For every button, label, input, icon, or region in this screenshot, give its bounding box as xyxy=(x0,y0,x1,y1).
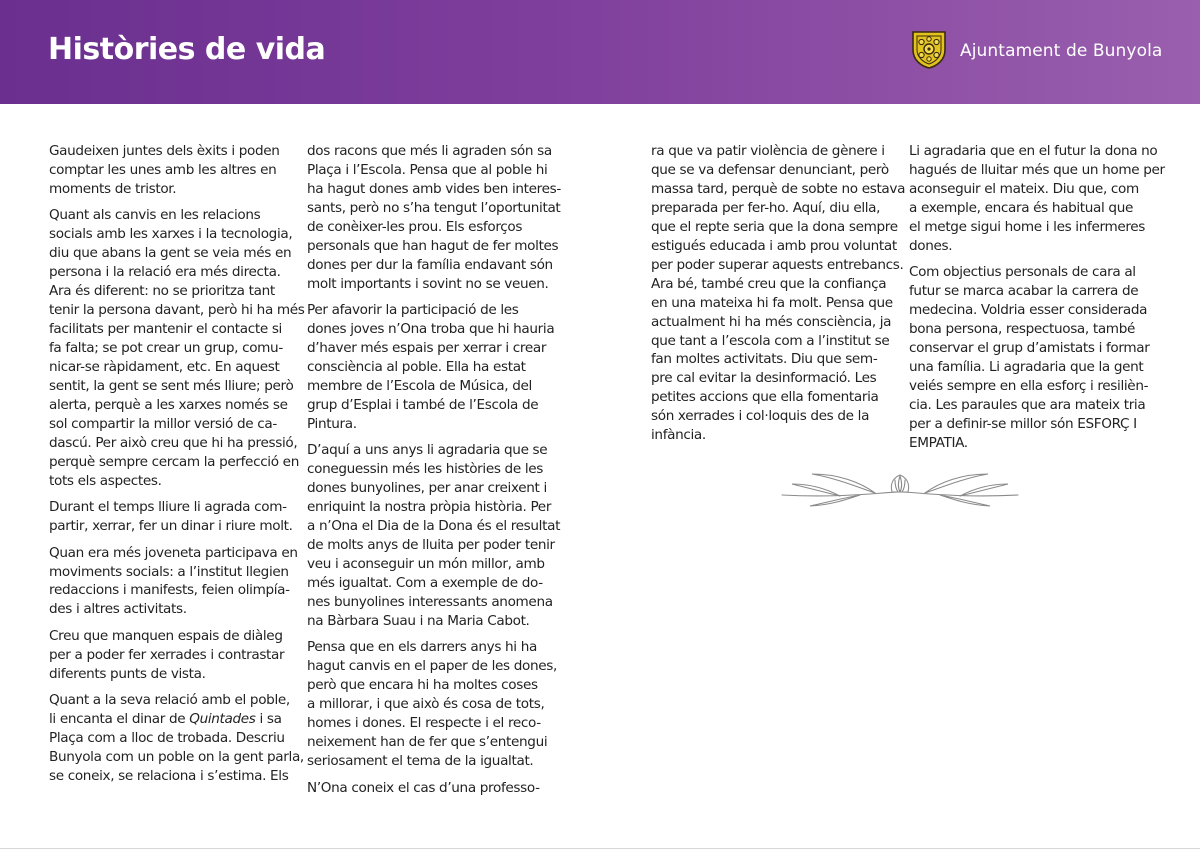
text-line: dos racons que més li agraden són sa xyxy=(307,143,552,159)
text-line: neixement han de fer que s’entengui xyxy=(307,734,548,751)
paragraph xyxy=(307,779,561,798)
text-line: que se va defensar denunciant, però xyxy=(651,161,889,178)
text-line: futur se marca acabar la carrera de xyxy=(909,283,1139,300)
text-line: veiés sempre en ella esforç i resilièn- xyxy=(909,377,1149,394)
text-line: que el repte seria que la dona sempre xyxy=(651,218,898,235)
text-line: na Bàrbara Suau i na Maria Cabot. xyxy=(307,612,530,629)
text-line: diferents punts de vista. xyxy=(49,665,206,682)
text-line: comptar les unes amb les altres en xyxy=(49,161,277,178)
text-line: Pintura. xyxy=(307,415,357,432)
text-line: en una mateixa hi fa molt. Pensa que xyxy=(651,294,893,311)
text-line: conservar el grup d’amistats i formar xyxy=(909,340,1150,357)
text-line: Quan era més joveneta participava en xyxy=(49,544,298,561)
text-column-3 xyxy=(651,142,905,453)
text-line: grup d’Esplai i també de l’Escola de xyxy=(307,396,539,413)
text-line: tots els aspectes. xyxy=(49,472,162,489)
municipality-brand[interactable] xyxy=(908,30,1162,72)
text-line: dascú. Per això creu que hi ha pressió, xyxy=(49,434,298,451)
paragraph xyxy=(49,142,305,199)
text-line: pre cal evitar la desinformació. Les xyxy=(651,370,877,387)
text-line: són xerrades i col·loquis des de la xyxy=(651,408,870,425)
text-line: nes bunyolines interessants anomena xyxy=(307,593,553,610)
text-line: Li agradaria que en el futur la dona no xyxy=(909,143,1158,159)
text-line: per poder superar aquests entrebancs. xyxy=(651,256,904,273)
text-line: preparada per fer-ho. Aquí, diu ella, xyxy=(651,199,881,216)
text-line: hagut canvis en el paper de les dones, xyxy=(307,658,557,675)
paragraph xyxy=(49,544,305,620)
text-line: enriquint la nostra pròpia història. Per xyxy=(307,499,552,516)
text-line: però que encara hi ha moltes coses xyxy=(307,677,538,694)
text-line: des i altres activitats. xyxy=(49,601,187,618)
text-line: Per afavorir la participació de les xyxy=(307,302,519,319)
paragraph xyxy=(49,627,305,684)
text-line: alerta, perquè a les xarxes només se xyxy=(49,396,288,413)
text-line: Plaça com a lloc de trobada. Descriu xyxy=(49,730,285,747)
text-line: Ara és diferent: no se prioritza tant xyxy=(49,283,275,300)
text-line: cia. Les paraules que ara mateix tria xyxy=(909,396,1146,413)
text-line: infància. xyxy=(651,427,706,444)
text-line: d’haver més espais per xerrar i crear xyxy=(307,340,547,357)
text-line: personals que han hagut de fer moltes xyxy=(307,237,559,254)
text-line: veu i aconseguir un món millor, amb xyxy=(307,556,545,573)
text-line: de molts anys de lluita per poder tenir xyxy=(307,537,555,554)
text-line: de conèixer-les prou. Els esforços xyxy=(307,218,523,235)
text-line: se coneix, se relaciona i s’estima. Els xyxy=(49,768,289,785)
text-line: medecina. Voldria esser considerada xyxy=(909,302,1148,319)
text-line: a exemple, encara és habitual que xyxy=(909,199,1133,216)
text-line: per a definir-se millor són ESFORÇ I xyxy=(909,415,1137,432)
text-line: partir, xerrar, fer un dinar i riure molt. xyxy=(49,518,293,535)
floral-divider-icon xyxy=(780,468,1020,508)
text-line: una família. Li agradaria que la gent xyxy=(909,358,1144,375)
text-line: moments de tristor. xyxy=(49,180,177,197)
text-line: perquè sempre cercam la perfecció en xyxy=(49,453,299,470)
text-line: moviments socials: a l’institut llegien xyxy=(49,563,289,580)
municipality-name: Ajuntament de Bunyola xyxy=(960,41,1163,61)
text-line: molt importants i sovint no se veuen. xyxy=(307,275,549,292)
text-line: redaccions i manifests, feien olimpía- xyxy=(49,582,290,599)
text-column-1 xyxy=(49,142,305,794)
paragraph xyxy=(49,498,305,536)
text-line: el metge sigui home i les infermeres xyxy=(909,218,1146,235)
text-line: sentit, la gent se sent més lliure; però xyxy=(49,377,294,394)
text-line: Ara bé, també creu que la confiança xyxy=(651,275,887,292)
text-line: membre de l’Escola de Música, del xyxy=(307,377,532,394)
paragraph xyxy=(307,441,561,631)
text-line: per a poder fer xerrades i contrastar xyxy=(49,646,285,663)
paragraph xyxy=(49,691,305,786)
text-line: hagués de lluitar més que un home per xyxy=(909,161,1165,178)
page-title: Històries de vida xyxy=(48,32,326,67)
text-line: N’Ona coneix el cas d’una professo- xyxy=(307,779,540,796)
text-line: seriosament el tema de la igualtat. xyxy=(307,753,534,770)
text-line: homes i dones. El respecte i el reco- xyxy=(307,715,541,732)
header-bar xyxy=(0,0,1200,104)
text-line: sants, però no s’ha tengut l’oportunitat xyxy=(307,199,561,216)
text-line: sol compartir la millor versió de ca- xyxy=(49,415,277,432)
text-line: a n’Ona el Dia de la Dona és el resultat xyxy=(307,518,561,535)
paragraph xyxy=(49,206,305,490)
text-line: fan moltes activitats. Diu que sem- xyxy=(651,351,878,368)
text-line: actualment hi ha més consciència, ja xyxy=(651,313,892,330)
text-line: dones. xyxy=(909,237,953,254)
paragraph xyxy=(307,638,561,771)
text-line: més igualtat. Com a exemple de do- xyxy=(307,574,543,591)
text-column-4 xyxy=(909,142,1165,460)
text-line: diu que abans la gent se veia més en xyxy=(49,245,292,262)
paragraph xyxy=(651,142,905,445)
text-line: dones joves n’Ona troba que hi hauria xyxy=(307,321,555,338)
text-line: consciència al poble. Ella ha estat xyxy=(307,358,526,375)
text-line: dones per dur la família endavant són xyxy=(307,256,553,273)
text-line: dones bunyolines, per anar creixent i xyxy=(307,480,547,497)
festival-name: Quintades xyxy=(189,711,256,728)
paragraph xyxy=(909,142,1165,256)
text-line: Durant el temps lliure li agrada com- xyxy=(49,499,287,516)
paragraph xyxy=(909,263,1165,453)
coat-of-arms-icon xyxy=(908,28,950,75)
text-line: facilitats per mantenir el contacte si xyxy=(49,321,282,338)
text-line: a millorar, i que això és cosa de tots, xyxy=(307,696,545,713)
text-line: petites accions que ella fomentaria xyxy=(651,389,879,406)
text-line: ha hagut dones amb vides ben interes- xyxy=(307,180,561,197)
text-line: aconseguir el mateix. Diu que, com xyxy=(909,180,1139,197)
text-line: fa falta; se pot crear un grup, comu- xyxy=(49,340,283,357)
text-line: bona persona, respectuosa, també xyxy=(909,321,1135,338)
text-line: Quant als canvis en les relacions xyxy=(49,207,261,224)
paragraph xyxy=(307,142,561,294)
page-bottom-border xyxy=(0,848,1200,849)
text-line: tenir la persona davant, però hi ha més xyxy=(49,302,305,319)
text-line: Quant a la seva relació amb el poble, xyxy=(49,692,290,709)
text-line: Bunyola com un poble on la gent parla, xyxy=(49,749,304,766)
text-column-2 xyxy=(307,142,561,805)
paragraph xyxy=(307,301,561,434)
text-line: Gaudeixen juntes dels èxits i poden xyxy=(49,143,280,159)
text-line: Pensa que en els darrers anys hi ha xyxy=(307,639,537,656)
text-line: Creu que manquen espais de diàleg xyxy=(49,627,283,644)
text-line: Com objectius personals de cara al xyxy=(909,264,1136,281)
text-line: massa tard, perquè de sobte no estava xyxy=(651,180,906,197)
text-line: coneguessin més les històries de les xyxy=(307,461,543,478)
text-line: li encanta el dinar de Quintades i sa xyxy=(49,711,282,728)
text-line: estigués educada i amb prou voluntat xyxy=(651,237,897,254)
text-line: D’aquí a uns anys li agradaria que se xyxy=(307,442,548,459)
text-line: que tant a l’escola com a l’institut se xyxy=(651,332,890,349)
text-line: persona i la relació era més directa. xyxy=(49,264,281,281)
text-line: nicar-se ràpidament, etc. En aquest xyxy=(49,358,280,375)
text-line: EMPATIA. xyxy=(909,434,968,451)
text-line: ra que va patir violència de gènere i xyxy=(651,143,885,159)
text-line: socials amb les xarxes i la tecnologia, xyxy=(49,226,293,243)
text-line: Plaça i l’Escola. Pensa que al poble hi xyxy=(307,161,548,178)
